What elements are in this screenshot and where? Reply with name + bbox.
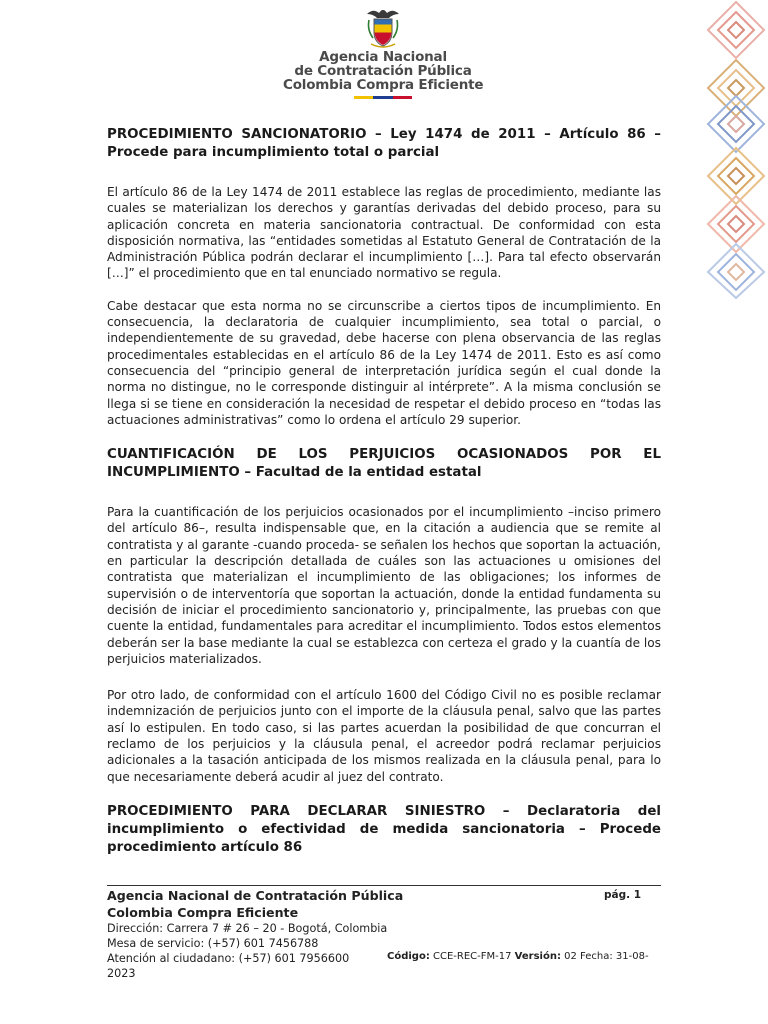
paragraph-3: Para la cuantificación de los perjuicios ocasionados por el incumplimiento –inciso primero del artículo 86–, resulta indispensable que, en la citación a audiencia que se remite al contratista y al garante -cuando proceda- se señalen los hechos que soportan la actuación, en particular la descripción detallada de cuáles son las actuaciones u omisiones del contratista que materializan el incumplimiento de las obligaciones; los informes de supervisión o de interventoría que soportan la actuación, donde la entidad fundamenta su decisión de iniciar el procedimiento sancionatorio y, principalmente, las pruebas con que cuente la entidad, fundamentales para acreditar el incumplimiento. Todos estos elementos deberán ser la base mediante la cual se establezca con certeza el grado y la cuantía de los perjuicios materializados. (107, 505, 661, 666)
footer-divider (107, 885, 661, 886)
flag-color-bar (354, 96, 412, 99)
footer-citizen-line: Atención al ciudadano: (+57) 601 7956600 (107, 952, 350, 965)
code-label: Código: (387, 951, 430, 962)
code-value: CCE-REC-FM-17 (433, 951, 512, 962)
page-footer (107, 887, 667, 981)
logo-text-line2: de Contratación Pública (294, 63, 472, 79)
section-heading-1: PROCEDIMIENTO SANCIONATORIO – Ley 1474 de 2011 – Artículo 86 – Procede para incumplimiento total o parcial (107, 127, 661, 160)
coat-of-arms-icon (363, 6, 403, 50)
section-heading-2: CUANTIFICACIÓN DE LOS PERJUICIOS OCASIONADOS POR EL INCUMPLIMIENTO – Facultad de la entidad estatal (107, 447, 661, 481)
page-number: pág. 1 (604, 889, 642, 901)
paragraph-2: Cabe destacar que esta norma no se circunscribe a ciertos tipos de incumplimiento. En consecuencia, la declaratoria de cualquier incumplimiento, sea total o parcial, o independientemente de su gravedad, debe hacerse con plena observancia de las reglas procedimentales establecidas en el artículo 86 de la Ley 1474 de 2011. Esto es así como consecuencia del “principio general de interpretación jurídica según el cual donde la norma no distingue, no le corresponde distinguir al intérprete”. A la misma conclusión se llega si se tiene en consideración la necesidad de respetar el debido proceso en “todas las actuaciones administrativas” como lo ordena el artículo 29 superior. (107, 298, 661, 427)
footer-address: Dirección: Carrera 7 # 26 – 20 - Bogotá, Colombia (107, 922, 388, 935)
version-label: Versión: (514, 951, 561, 962)
footer-service-desk: Mesa de servicio: (+57) 601 7456788 (107, 937, 319, 950)
paragraph-4: Por otro lado, de conformidad con el artículo 1600 del Código Civil no es posible reclamar indemnización de perjuicios junto con el importe de la cláusula penal, salvo que las partes así lo estipulen. En todo caso, si las partes acuerdan la posibilidad de que concurran el reclamo de los perjuicios y la cláusula penal, el acreedor podrá reclamar perjuicios adicionales a la tasación anticipada de los mismos realizada en la cláusula penal, para lo que necesariamente deberá acudir al juez del contrato. (107, 688, 661, 784)
logo-text-line3: Colombia Compra Eficiente (283, 77, 484, 93)
version-value: 02 Fecha: 31-08- (564, 951, 649, 962)
agency-logo (283, 6, 483, 99)
footer-org-sub: Colombia Compra Eficiente (107, 905, 299, 920)
decorative-pattern (698, 0, 768, 300)
footer-org-name: Agencia Nacional de Contratación Pública (107, 888, 404, 903)
footer-year: 2023 (107, 967, 136, 980)
document-code (387, 949, 649, 964)
paragraph-1: El artículo 86 de la Ley 1474 de 2011 establece las reglas de procedimiento, mediante las cuales se materializan los derechos y garantías derivadas del debido proceso, para su aplicación concreta en materia sancionatoria contractual. De conformidad con esta disposición normativa, las “entidades sometidas al Estatuto General de Contratación de la Administración Pública podrán declarar el incumplimiento […]. Para tal efecto observarán […]” el procedimiento que en tal enunciado normativo se regula. (107, 185, 661, 281)
logo-text-line1: Agencia Nacional (319, 49, 447, 65)
document-body (107, 126, 661, 857)
section-heading-3: PROCEDIMIENTO PARA DECLARAR SINIESTRO – Declaratoria del incumplimiento o efectividad de medida sancionatoria – Procede procedimiento artículo 86 (107, 803, 661, 855)
